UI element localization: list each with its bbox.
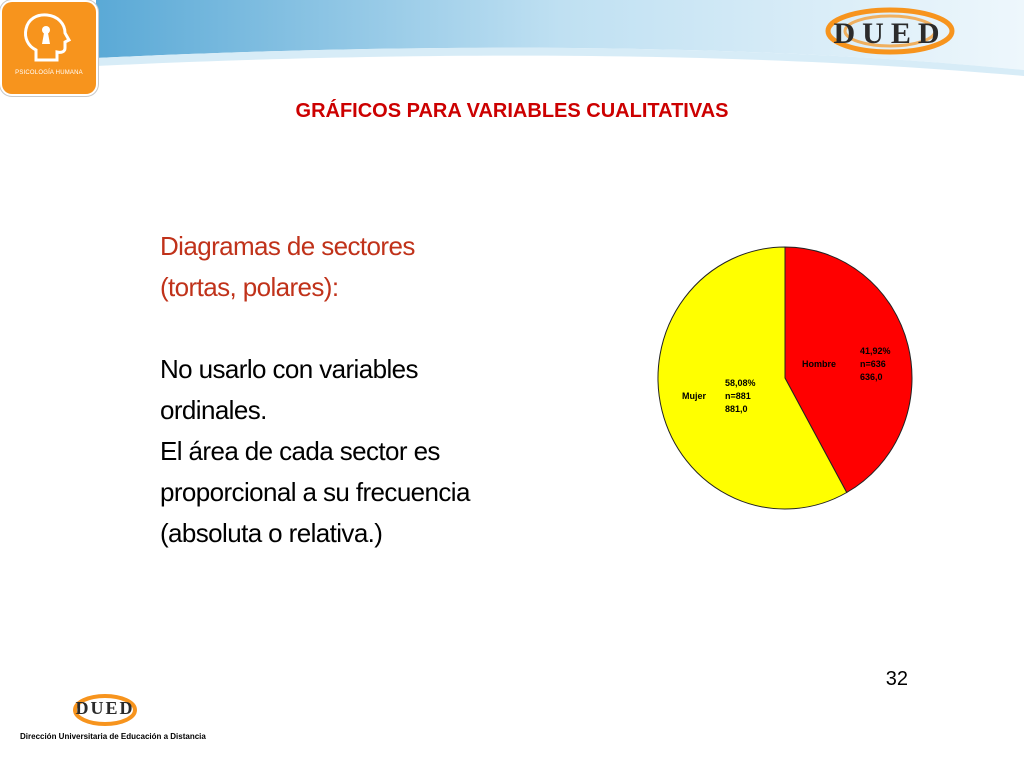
footer-caption: Dirección Universitaria de Educación a Distancia xyxy=(20,732,206,741)
pie-label-hombre: Hombre xyxy=(802,359,837,369)
pie-percent-mujer: 58,08% xyxy=(725,378,756,388)
body-line: proporcional a su frecuencia xyxy=(160,477,470,507)
footer-brand-name: DUED xyxy=(75,698,135,718)
body-line: No usarlo con variables xyxy=(160,354,418,384)
footer-dued-logo xyxy=(60,690,150,730)
pie-chart xyxy=(650,240,920,518)
pie-n-mujer: n=881 xyxy=(725,391,751,401)
page-number: 32 xyxy=(885,668,908,690)
heading-line: Diagramas de sectores xyxy=(160,231,415,261)
slide-body xyxy=(160,226,560,554)
body-line: El área de cada sector es xyxy=(160,436,440,466)
pie-n-hombre: n=636 xyxy=(860,359,886,369)
pie-label-mujer: Mujer xyxy=(682,391,707,401)
psychology-logo xyxy=(2,2,96,94)
logo-caption: PSICOLOGÍA HUMANA xyxy=(15,70,83,76)
slide-title: GRÁFICOS PARA VARIABLES CUALITATIVAS xyxy=(295,100,729,122)
heading-line: (tortas, polares): xyxy=(160,272,339,302)
dued-logo xyxy=(780,6,1000,56)
brand-name: DUED xyxy=(833,17,947,50)
spacer xyxy=(160,308,560,349)
pie-value-hombre: 636,0 xyxy=(860,372,883,382)
pie-value-mujer: 881,0 xyxy=(725,404,748,414)
head-profile-icon xyxy=(2,2,96,72)
pie-percent-hombre: 41,92% xyxy=(860,346,891,356)
body-line: ordinales. xyxy=(160,395,267,425)
body-line: (absoluta o relativa.) xyxy=(160,518,383,548)
